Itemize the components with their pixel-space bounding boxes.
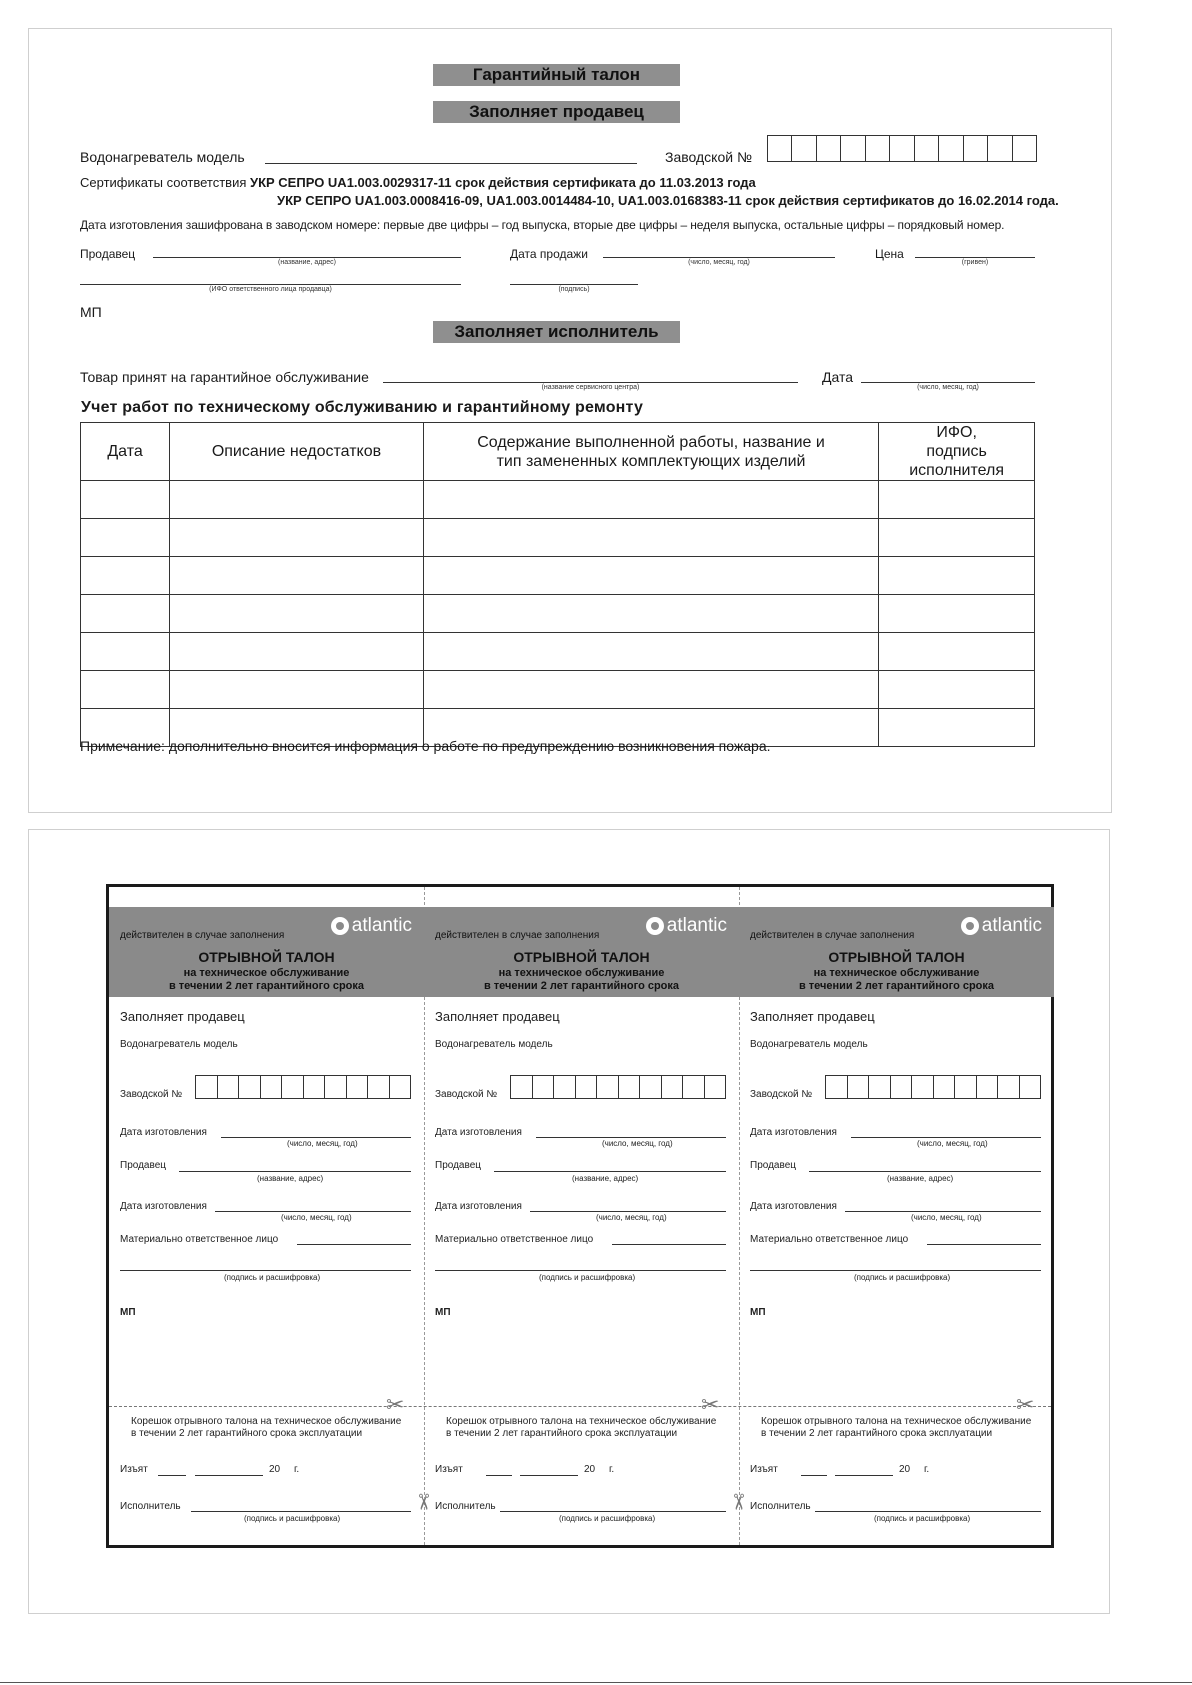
table-row[interactable] — [81, 671, 1035, 709]
stub-text: Корешок отрывного талона на техническое обслуживание в течении 2 лет гарантийного срока эксплуатации — [131, 1416, 402, 1439]
price-caption: (гривен) — [961, 259, 989, 266]
serial-number-cells[interactable] — [195, 1075, 411, 1099]
price-field[interactable] — [915, 257, 1035, 258]
coupon-subtitle: на техническое обслуживание в течении 2 лет гарантийного срока — [798, 967, 995, 992]
responsible-field[interactable] — [612, 1244, 726, 1245]
sale-date-label: Дата продажи — [510, 247, 588, 261]
stamp-label: МП — [435, 1307, 451, 1318]
heater-model-label: Водонагреватель модель — [80, 149, 245, 165]
sale-date-caption: (число, месяц, год) — [688, 259, 750, 266]
removed-label: Изъят — [435, 1464, 463, 1475]
seller-caption: (название, адрес) — [887, 1174, 954, 1183]
responsible-sign-field[interactable] — [750, 1270, 1041, 1271]
executor-label: Исполнитель — [435, 1501, 496, 1512]
model-label: Водонагреватель модель — [750, 1039, 868, 1050]
seller-caption: (название, адрес) — [572, 1174, 639, 1183]
seller-section-bar: Заполняет продавец — [433, 101, 680, 123]
service-log-title: Учет работ по техническому обслуживанию и гарантийному ремонту — [81, 399, 644, 416]
executor-field[interactable] — [191, 1511, 411, 1512]
fire-prevention-note: Примечание: дополнительно вносится информация о работе по предупреждению возникновения пожара. — [80, 738, 771, 754]
coupon-header — [424, 907, 739, 997]
model-label: Водонагреватель модель — [435, 1039, 553, 1050]
header-defects: Описание недостатков — [170, 423, 424, 481]
manufacture-date-field[interactable] — [851, 1137, 1041, 1138]
service-log-table — [80, 422, 1035, 747]
executor-field[interactable] — [500, 1511, 726, 1512]
responsible-sign-field[interactable] — [435, 1270, 726, 1271]
page-bottom-rule — [0, 1682, 1192, 1683]
seller-label: Продавец — [80, 247, 136, 261]
serial-label: Заводской № — [435, 1089, 498, 1100]
stamp-label: МП — [120, 1307, 136, 1318]
model-label: Водонагреватель модель — [120, 1039, 238, 1050]
certificates-line-1: Сертификаты соответствия УКР СЕПРО UA1.003.0029317-11 срок действия сертификата до 11.03.2013 года — [80, 175, 756, 190]
signature-caption: (подпись) — [558, 286, 590, 293]
removed-month-field[interactable] — [520, 1475, 578, 1476]
year-prefix: 20 — [899, 1464, 911, 1475]
coupon-1 — [109, 887, 424, 1545]
atlantic-logo-icon — [646, 917, 664, 935]
header-work: Содержание выполненной работы, название и тип замененных комплектующих изделий — [423, 423, 878, 481]
accepted-label: Товар принят на гарантийное обслуживание — [80, 369, 369, 385]
scissors-icon: ✂ — [701, 1392, 720, 1417]
atlantic-logo: atlantic — [961, 915, 1042, 937]
seller-caption: (название, адрес) — [278, 259, 336, 266]
manufacture-date-label-2: Дата изготовления — [750, 1201, 837, 1212]
coupon-header — [109, 907, 424, 997]
manufacture-date-caption-2: (число, месяц, год) — [596, 1213, 667, 1222]
year-prefix: 20 — [269, 1464, 281, 1475]
atlantic-logo-icon — [961, 917, 979, 935]
valid-note: действителен в случае заполнения — [750, 930, 915, 941]
manufacture-date-label: Дата изготовления — [750, 1127, 837, 1138]
seller-field[interactable] — [153, 257, 461, 258]
warranty-card-panel — [28, 28, 1112, 813]
responsible-label: Материально ответственное лицо — [435, 1234, 594, 1245]
responsible-sign-field[interactable] — [120, 1270, 411, 1271]
manufacture-date-field[interactable] — [221, 1137, 411, 1138]
scissors-icon: ✂ — [386, 1392, 405, 1417]
seller-label: Продавец — [120, 1160, 166, 1171]
serial-number-cells[interactable] — [825, 1075, 1041, 1099]
scissors-icon: ✂ — [1016, 1392, 1035, 1417]
certificates-line-2: УКР СЕПРО UA1.003.0008416-09, UA1.003.0014484-10, UA1.003.0168383-11 срок действия сертификатов до 16.02.2014 года. — [277, 193, 1059, 208]
executor-field[interactable] — [815, 1511, 1041, 1512]
header-executor: ИФО, подпись исполнителя — [879, 423, 1035, 481]
coupon-subtitle: на техническое обслуживание в течении 2 лет гарантийного срока — [483, 967, 680, 992]
table-row[interactable] — [81, 557, 1035, 595]
seller-caption: (название, адрес) — [257, 1174, 324, 1183]
responsible-field[interactable] — [927, 1244, 1041, 1245]
year-suffix: г. — [294, 1464, 300, 1475]
atlantic-logo-icon — [331, 917, 349, 935]
removed-month-field[interactable] — [195, 1475, 263, 1476]
price-label: Цена — [875, 247, 904, 261]
valid-note: действителен в случае заполнения — [435, 930, 600, 941]
executor-sign-caption: (подпись и расшифровка) — [874, 1514, 971, 1523]
manufacture-date-field-2[interactable] — [530, 1211, 726, 1212]
year-suffix: г. — [609, 1464, 615, 1475]
serial-label: Заводской № — [120, 1089, 183, 1100]
year-suffix: г. — [924, 1464, 930, 1475]
serial-number-cells[interactable] — [510, 1075, 726, 1099]
manufacture-date-note: Дата изготовления зашифрована в заводском номере: первые две цифры – год выпуска, вторые две цифры – неделя выпуска, остальные цифры – порядковый номер. — [80, 218, 1005, 232]
sale-date-field[interactable] — [603, 257, 835, 258]
header-date: Дата — [81, 423, 170, 481]
coupon-3 — [726, 887, 1054, 1545]
stamp-label: МП — [80, 304, 102, 320]
executor-label: Исполнитель — [750, 1501, 811, 1512]
manufacture-date-caption: (число, месяц, год) — [917, 1139, 988, 1148]
executor-section-bar: Заполняет исполнитель — [433, 321, 680, 343]
manufacture-date-label: Дата изготовления — [435, 1127, 522, 1138]
sign-caption: (подпись и расшифровка) — [854, 1273, 951, 1282]
coupon-title: ОТРЫВНОЙ ТАЛОН — [513, 949, 650, 965]
seller-field[interactable] — [809, 1171, 1041, 1172]
manufacture-date-caption: (число, месяц, год) — [602, 1139, 673, 1148]
stub-text: Корешок отрывного талона на техническое обслуживание в течении 2 лет гарантийного срока эксплуатации — [761, 1416, 1032, 1439]
responsible-person-caption: (ИФО ответственного лица продавца) — [209, 286, 332, 293]
acceptance-date-field[interactable] — [861, 382, 1035, 383]
removed-label: Изъят — [750, 1464, 778, 1475]
sign-caption: (подпись и расшифровка) — [539, 1273, 636, 1282]
valid-note: действителен в случае заполнения — [120, 930, 285, 941]
atlantic-logo: atlantic — [646, 915, 727, 937]
sign-caption: (подпись и расшифровка) — [224, 1273, 321, 1282]
acceptance-date-label: Дата — [822, 369, 854, 385]
scissors-icon: ✂ — [411, 1492, 437, 1512]
manufacture-date-field[interactable] — [536, 1137, 726, 1138]
service-center-field[interactable] — [383, 382, 798, 383]
acceptance-date-caption: (число, месяц, год) — [917, 384, 979, 391]
responsible-label: Материально ответственное лицо — [750, 1234, 909, 1245]
stub-text: Корешок отрывного талона на техническое обслуживание в течении 2 лет гарантийного срока эксплуатации — [446, 1416, 717, 1439]
responsible-field[interactable] — [297, 1244, 411, 1245]
table-row[interactable] — [81, 519, 1035, 557]
coupon-title: ОТРЫВНОЙ ТАЛОН — [198, 949, 335, 965]
removed-day-field[interactable] — [801, 1475, 827, 1476]
coupon-title: ОТРЫВНОЙ ТАЛОН — [828, 949, 965, 965]
seller-label: Продавец — [435, 1160, 481, 1171]
table-header-row — [81, 423, 1035, 481]
responsible-label: Материально ответственное лицо — [120, 1234, 279, 1245]
coupon-header — [739, 907, 1054, 997]
removed-day-field[interactable] — [486, 1475, 512, 1476]
signature-field[interactable] — [510, 284, 638, 285]
table-row[interactable] — [81, 633, 1035, 671]
seller-fills-label: Заполняет продавец — [750, 1009, 875, 1024]
manufacture-date-label: Дата изготовления — [120, 1127, 207, 1138]
manufacture-date-field-2[interactable] — [215, 1211, 411, 1212]
table-row[interactable] — [81, 595, 1035, 633]
executor-label: Исполнитель — [120, 1501, 181, 1512]
manufacture-date-label-2: Дата изготовления — [435, 1201, 522, 1212]
heater-model-field[interactable] — [265, 163, 637, 164]
stamp-label: МП — [750, 1307, 766, 1318]
atlantic-logo: atlantic — [331, 915, 412, 937]
manufacture-date-field-2[interactable] — [845, 1211, 1041, 1212]
serial-label: Заводской № — [750, 1089, 813, 1100]
table-row[interactable] — [81, 481, 1035, 519]
serial-number-cells[interactable] — [767, 135, 1037, 162]
removed-month-field[interactable] — [835, 1475, 893, 1476]
coupon-subtitle: на техническое обслуживание в течении 2 лет гарантийного срока — [168, 967, 365, 992]
coupon-2 — [411, 887, 739, 1545]
serial-number-label: Заводской № — [665, 149, 752, 165]
manufacture-date-caption-2: (число, месяц, год) — [281, 1213, 352, 1222]
seller-field[interactable] — [179, 1171, 411, 1172]
seller-fills-label: Заполняет продавец — [435, 1009, 560, 1024]
removed-label: Изъят — [120, 1464, 148, 1475]
responsible-person-field[interactable] — [80, 284, 461, 285]
manufacture-date-caption: (число, месяц, год) — [287, 1139, 358, 1148]
removed-day-field[interactable] — [158, 1475, 186, 1476]
coupon-sheet — [106, 884, 1054, 1548]
manufacture-date-label-2: Дата изготовления — [120, 1201, 207, 1212]
seller-field[interactable] — [494, 1171, 726, 1172]
manufacture-date-caption-2: (число, месяц, год) — [911, 1213, 982, 1222]
warranty-title: Гарантийный талон — [433, 64, 680, 86]
seller-fills-label: Заполняет продавец — [120, 1009, 245, 1024]
executor-sign-caption: (подпись и расшифровка) — [244, 1514, 341, 1523]
executor-sign-caption: (подпись и расшифровка) — [559, 1514, 656, 1523]
seller-label: Продавец — [750, 1160, 796, 1171]
year-prefix: 20 — [584, 1464, 596, 1475]
service-center-caption: (название сервисного центра) — [541, 384, 640, 391]
scissors-icon: ✂ — [726, 1492, 752, 1512]
